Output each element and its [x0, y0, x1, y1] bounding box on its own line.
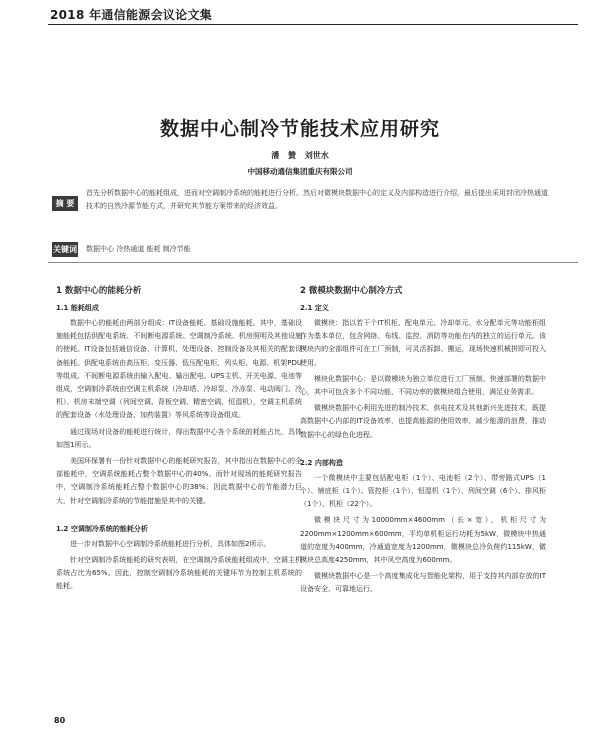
right-column: [300, 285, 546, 600]
paragraph: 微模块数据中心利用先进的制冷技术、供电技术及其他新兴先进技术，既提高数据中心内部的IT设备效率，也提高能源的使用效率，减少能源的浪费，推动数据中心的绿色化进程。: [300, 404, 546, 439]
paragraph: 针对空调制冷系统能耗的研究表明，在空调制冷系统能耗组成中，空调主机系统占比为65%。因此，控制空调制冷系统能耗的关键环节为控制主机系统的能耗。: [56, 556, 302, 591]
left-column: [56, 285, 302, 597]
subsection-heading: 1.2 空调制冷系统的能耗分析: [56, 524, 148, 533]
running-header: 2018 年通信能源会议论文集: [50, 8, 213, 22]
page-number: 80: [54, 716, 66, 725]
paragraph: 微模块：指以若干个IT机柜、配电单元、冷却单元、水分配单元等功能柜组作为基本单位，包含网络、布线、监控、消防等功能在内的独立的运行单元。该模块内的全部组件可在工厂预制，可灵活拆卸、搬运，现场快速机械拼即可投入使用。: [300, 319, 546, 367]
paragraph: 微模块尺寸为10000mm×4600mm（长×宽），机柜尺寸为2200mm×1200mm×600mm，平均单机柜运行功耗为5kW，微模块中热通道的宽度为400mm，冷通道宽度为1200mm，微模块总冷负荷约115kW，微模块总高度4250mm，其中风空高度为600mm。: [300, 516, 546, 565]
paragraph: 微模块数据中心是一个高度集成化与智能化架构，用于支持其内部存放的IT设备安全、可靠地运行。: [300, 572, 546, 594]
subsection-heading: 2.1 定义: [300, 304, 329, 312]
abstract-rule: [48, 262, 578, 263]
keywords-text: 数据中心 冷热通道 能耗 制冷节能: [86, 245, 191, 253]
paragraph: 进一步对数据中心空调制冷系统能耗进行分析，具体如图2所示。: [70, 539, 271, 548]
paragraph: 数据中心的能耗由两部分组成：IT设备能耗、基础设施能耗。其中，基础设施能耗包括供配电系统、不间断电源系统、空调制冷系统、机房照明及其他设施的使耗。IT设备包括通信设备、计算机、处理设备、控制设备及其相关的配套设备能耗。供配电系统由高压柜、变压器、低压配电柜、列头柜、电源、机架PDU等组成。不间断电源系统由输入配电、输出配电、UPS主机、开关电源、电池等组成，空调制冷系统由空调主机系统（冷却塔、冷却泵、冷冻泵、电动阀门、冷机）、机房末端空调（列间空调、背板空调、精密空调、恒湿机），空调主机系统的配套设备（水处理设备、加药装置）等风系统等设备组成。: [56, 319, 302, 420]
section-heading: 2 微模块数据中心制冷方式: [300, 286, 403, 296]
paper-affiliation: 中国移动通信集团重庆有限公司: [247, 167, 353, 176]
abstract-text: 首先分析数据中心的能耗组成，进而对空调制冷系统的能耗进行分析。然后对微模块数据中心的定义及内部构造进行介绍，最后提出采用封闭冷热通道技术的自然冷源节能方式，并研究其节能方案带来的经济效益。: [86, 189, 548, 210]
paragraph: 模块化数据中心：是以微模块为独立单位进行工厂预制、快速部署的数据中心，其中可包含多个不同功能、不同功率的微模块组合使用，满足业务需求。: [300, 374, 546, 397]
paper-authors: 潘 贊 刘世水: [271, 151, 329, 160]
paragraph: 通过现场对设备的能耗进行统计，得出数据中心各个系统的耗能占比，具体如图1所示。: [56, 427, 302, 449]
subsection-heading: 2.2 内部构造: [300, 458, 343, 467]
paragraph: 一个微模块中主要包括配电柜（1个）、电池柜（2个）、带旁路式UPS（1个）、铺底柜（1个）、管控柜（1个）、恒湿机（1个）、列间空调（6个）、排风柜（1个）、机柜（22个）。: [300, 473, 546, 509]
keywords-label: 关键词: [52, 242, 78, 257]
paragraph: 美国环保署有一份针对数据中心的能耗研究报告，其中指出在数据中心的全部能耗中，空调系统能耗占整个数据中心的40%。而针对现场的能耗研究报告中，空调制冷系统能耗占整个数据中心的38%。因此数据中心的节能潜力巨大，针对空调制冷系统的节能措施是其中的关键。: [56, 457, 302, 505]
paper-title: 数据中心制冷节能技术应用研究: [159, 118, 440, 140]
abstract-label: 摘 要: [52, 196, 78, 211]
header-rule: [48, 24, 578, 25]
subsection-heading: 1.1 能耗组成: [56, 304, 99, 312]
section-heading: 1 数据中心的能耗分析: [56, 286, 142, 296]
